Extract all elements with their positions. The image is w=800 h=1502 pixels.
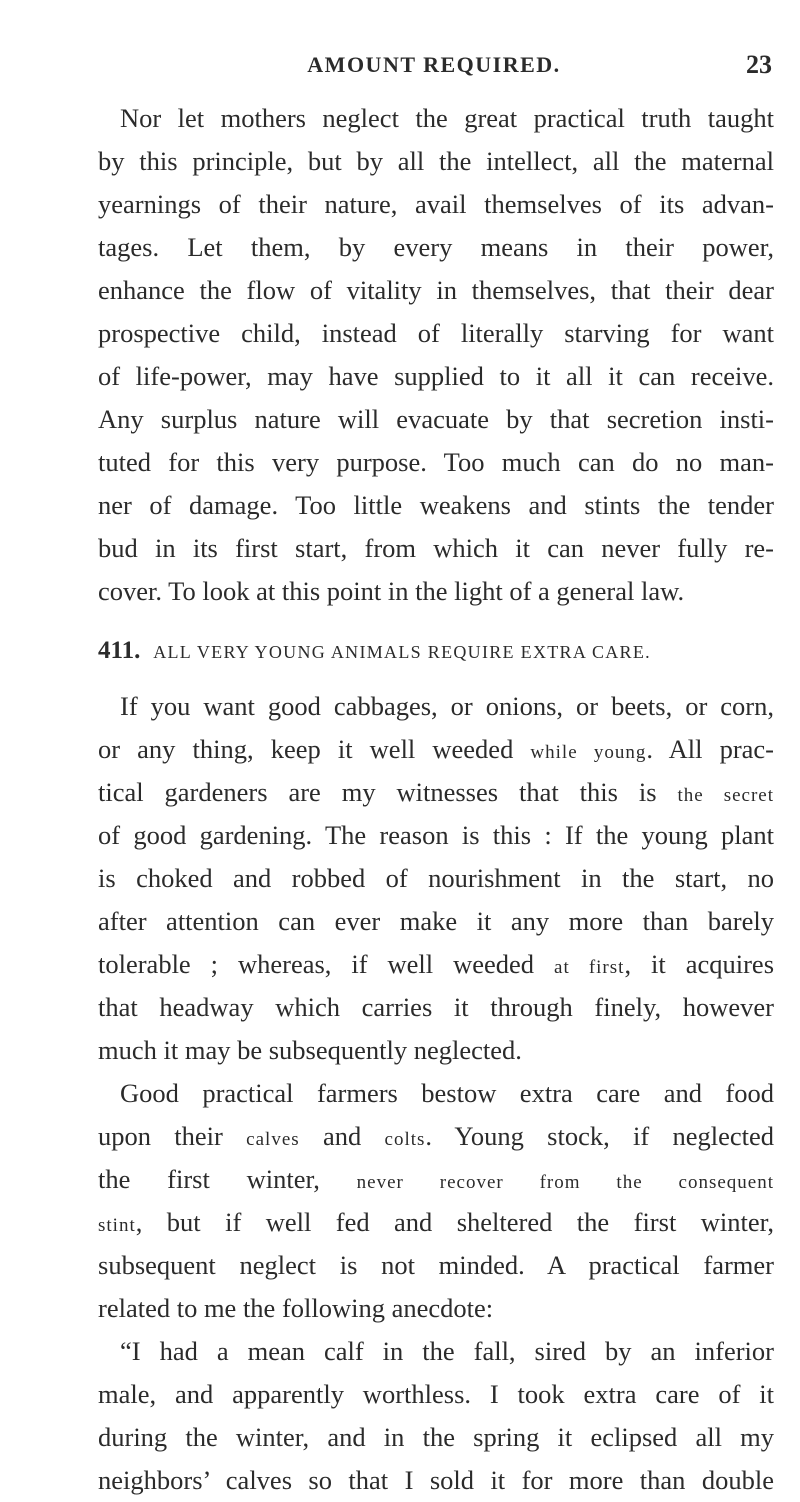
paragraph-1-line: tages. Let them, by every means in their power, (98, 232, 774, 262)
paragraph-3-line (98, 1201, 774, 1244)
paragraph-1-line: ner of damage. Too little weakens and stints the tender (98, 490, 774, 520)
paragraph-2-line: after attention can ever make it any more than barely (98, 906, 774, 936)
small-caps-emphasis: never recover from the consequent (356, 1172, 775, 1193)
paragraph-1-line: prospective child, instead of literally starving for want (98, 318, 774, 348)
paragraph-1-line: by this principle, but by all the intellect, all the maternal (98, 146, 774, 176)
paragraph-1-line: tuted for this very purpose. Too much can do no man- (98, 447, 774, 477)
body-text (98, 97, 774, 1502)
paragraph-3-line (98, 1158, 774, 1201)
paragraph-4-line: during the winter, and in the spring it eclipsed all my (98, 1422, 774, 1452)
small-caps-emphasis: stint (98, 1215, 136, 1236)
text-run: or any thing, keep it well weeded (98, 734, 531, 764)
text-run: . Young stock, if neglected (425, 1121, 775, 1151)
paragraph-1-line: yearnings of their nature, avail themselves of its advan- (98, 189, 774, 219)
running-title: AMOUNT REQUIRED. (307, 52, 561, 77)
paragraph-4-line: “I had a mean calf in the fall, sired by an inferior (120, 1336, 774, 1366)
page-number: 23 (746, 50, 772, 79)
text-run: . All prac- (646, 734, 775, 764)
text-run: tical gardeners are my witnesses that this is (98, 777, 678, 807)
paragraph-1-line: of life-power, may have supplied to it all it can receive. (98, 361, 774, 391)
text-run: , it acquires (624, 949, 775, 979)
small-caps-emphasis: colts (384, 1129, 426, 1150)
paragraph-1-line: Any surplus nature will evacuate by that secretion insti- (98, 404, 774, 434)
paragraph-2-line: If you want good cabbages, or onions, or beets, or corn, (120, 691, 774, 721)
paragraph-1-line: enhance the flow of vitality in themselves, that their dear (98, 275, 774, 305)
text-run: upon their (98, 1121, 247, 1151)
text-run: the first winter, (98, 1164, 357, 1194)
paragraph-3-line: subsequent neglect is not minded. A practical farmer (98, 1250, 774, 1280)
text-run: and (299, 1121, 385, 1151)
paragraph-2-line: much it may be subsequently neglected. (98, 1035, 522, 1065)
paragraph-2-line (98, 771, 774, 814)
paragraph-3-line: Good practical farmers bestow extra care and food (120, 1078, 774, 1108)
paragraph-2-line (98, 943, 774, 986)
small-caps-emphasis: while young (530, 742, 647, 763)
text-run: , but if well fed and sheltered the first winter, (135, 1207, 774, 1237)
paragraph-1-line: bud in its first start, from which it can never fully re- (98, 533, 774, 563)
section-number: 411. (98, 637, 141, 664)
small-caps-emphasis: calves (246, 1129, 300, 1150)
section-title: ALL VERY YOUNG ANIMALS REQUIRE EXTRA CARE. (153, 642, 651, 662)
paragraph-2-line: is choked and robbed of nourishment in the start, no (98, 863, 774, 893)
paragraph-4-line: neighbors’ calves so that I sold it for more than double (98, 1465, 774, 1495)
text-run: tolerable ; whereas, if well weeded (98, 949, 555, 979)
running-head (96, 52, 772, 86)
paragraph-1-line: cover. To look at this point in the light of a general law. (98, 576, 685, 606)
paragraph-2-line: that headway which carries it through finely, however (98, 992, 774, 1022)
paragraph-3-line (98, 1115, 774, 1158)
small-caps-emphasis: the secret (677, 785, 774, 806)
paragraph-2-line: of good gardening. The reason is this : If the young plant (98, 820, 774, 850)
paragraph-3-line: related to me the following anecdote: (98, 1293, 494, 1323)
paragraph-1-line: Nor let mothers neglect the great practical truth taught (120, 103, 774, 133)
paragraph-4-line: male, and apparently worthless. I took extra care of it (98, 1379, 774, 1409)
paragraph-2-line (98, 728, 774, 771)
small-caps-emphasis: at first (554, 957, 625, 978)
section-heading (98, 621, 774, 681)
